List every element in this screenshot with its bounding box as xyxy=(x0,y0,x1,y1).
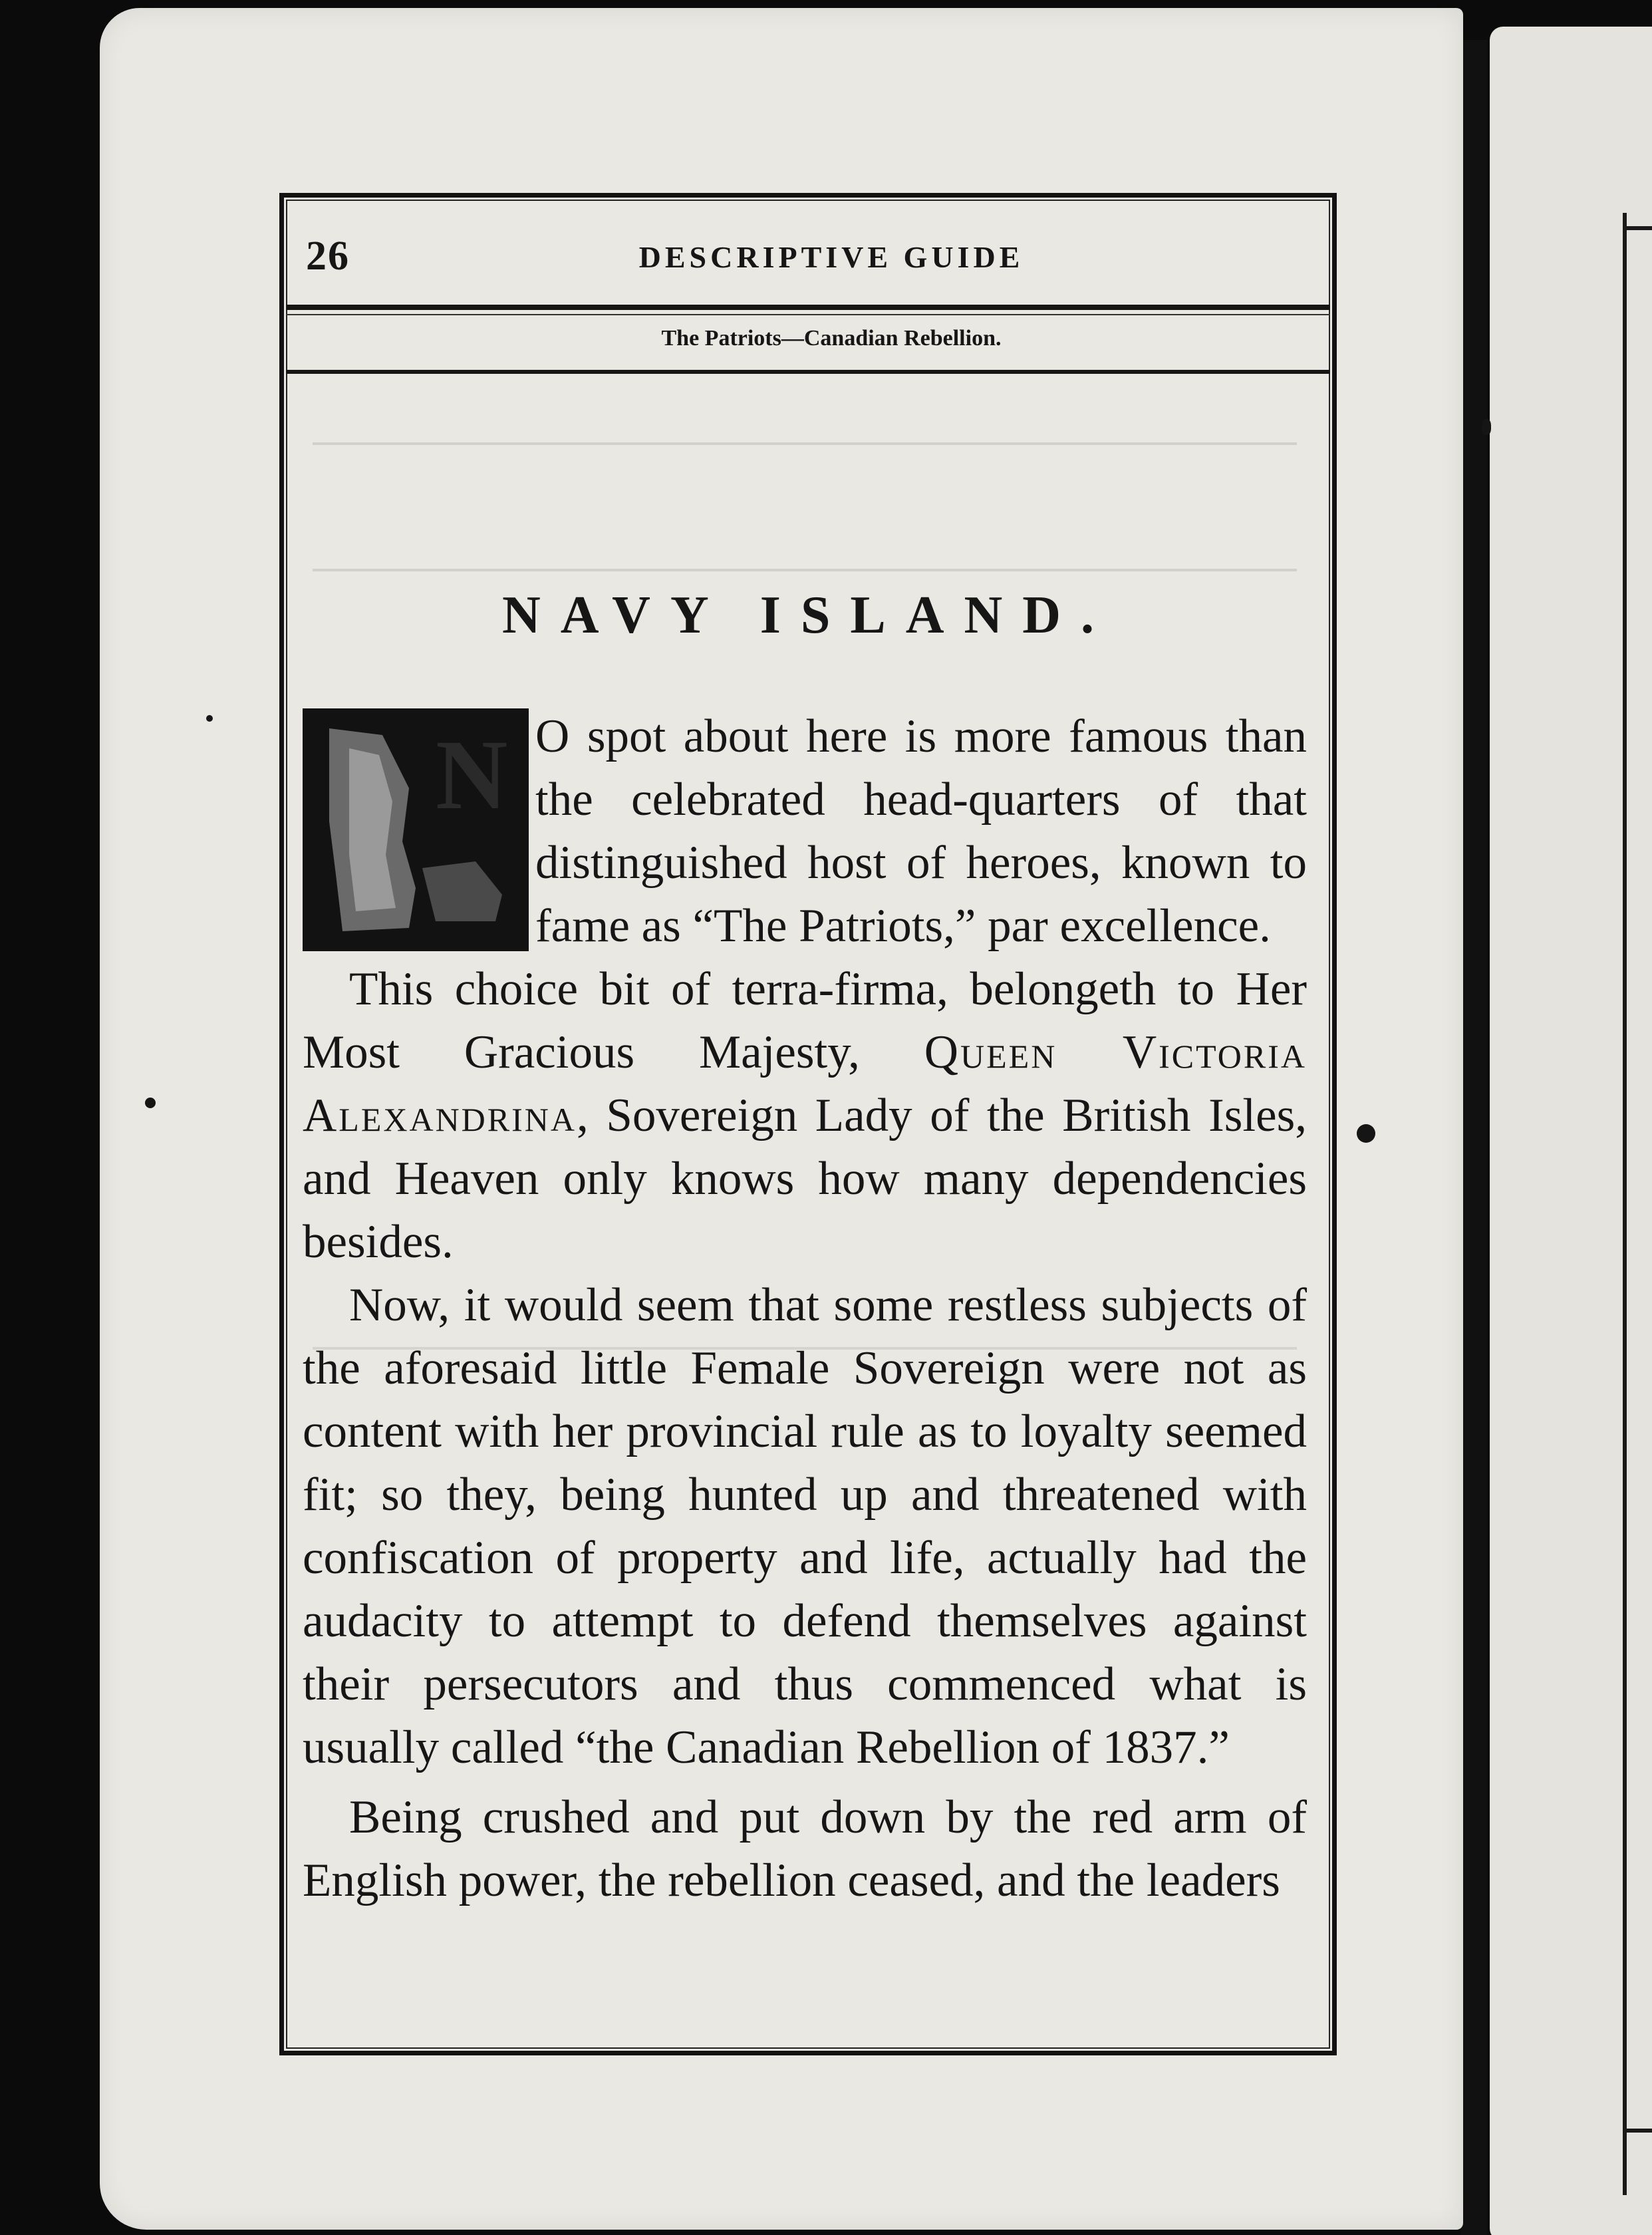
header-rule xyxy=(286,314,1330,315)
article-body xyxy=(303,705,1307,1912)
header-rule xyxy=(286,370,1330,374)
queen-name: Queen Victoria Alexandrina xyxy=(303,1026,1308,1141)
paragraph-1: O spot about here is more famous than the celebrated head-quarters of that distinguished host of heroes, known to fame as “The Patriots,” par excellence. xyxy=(535,710,1307,952)
drop-cap-letter: N xyxy=(436,720,508,830)
paragraph-4: Being crushed and put down by the red arm of English power, the rebellion ceased, and the leaders xyxy=(303,1791,1307,1906)
book-gutter xyxy=(1460,40,1487,2235)
chapter-title: NAVY ISLAND. xyxy=(501,586,1115,645)
paragraph-2-start: This choice bit of terra-firma, belongeth to Her Most Gracious Majesty, xyxy=(303,963,1307,1078)
paragraph-2-end: , Sovereign Lady of the British Isles, and Heaven only knows how many dependencies besides. xyxy=(303,1090,1307,1268)
adjacent-page-rule xyxy=(1623,226,1652,230)
paragraph-3: Now, it would seem that some restless subjects of the aforesaid little Female Sovereign were not as content with her provincial rule as to loyalty seemed fit; so they, being hunted up and threatened with confiscation of property and life, actually had the audacity to attempt to defend themselves against their persecutors and thus commenced what is usually called “the Canadian Rebellion of 1837.” xyxy=(303,1279,1307,1773)
section-head: The Patriots—Canadian Rebellion. xyxy=(661,326,1002,351)
scan-speck xyxy=(1482,419,1491,435)
paragraph-2 xyxy=(303,958,1307,1274)
scan-speck xyxy=(206,715,213,722)
adjacent-page-border xyxy=(1623,213,1627,2195)
scan-speck xyxy=(1357,1124,1375,1143)
page-number: 26 xyxy=(306,233,350,279)
drop-cap-spacer xyxy=(303,705,535,955)
running-head: DESCRIPTIVE GUIDE xyxy=(638,240,1024,274)
adjacent-page xyxy=(1490,27,1652,2235)
header-rule xyxy=(286,305,1330,310)
scan-speck xyxy=(145,1098,156,1108)
adjacent-page-rule xyxy=(1623,2129,1652,2133)
